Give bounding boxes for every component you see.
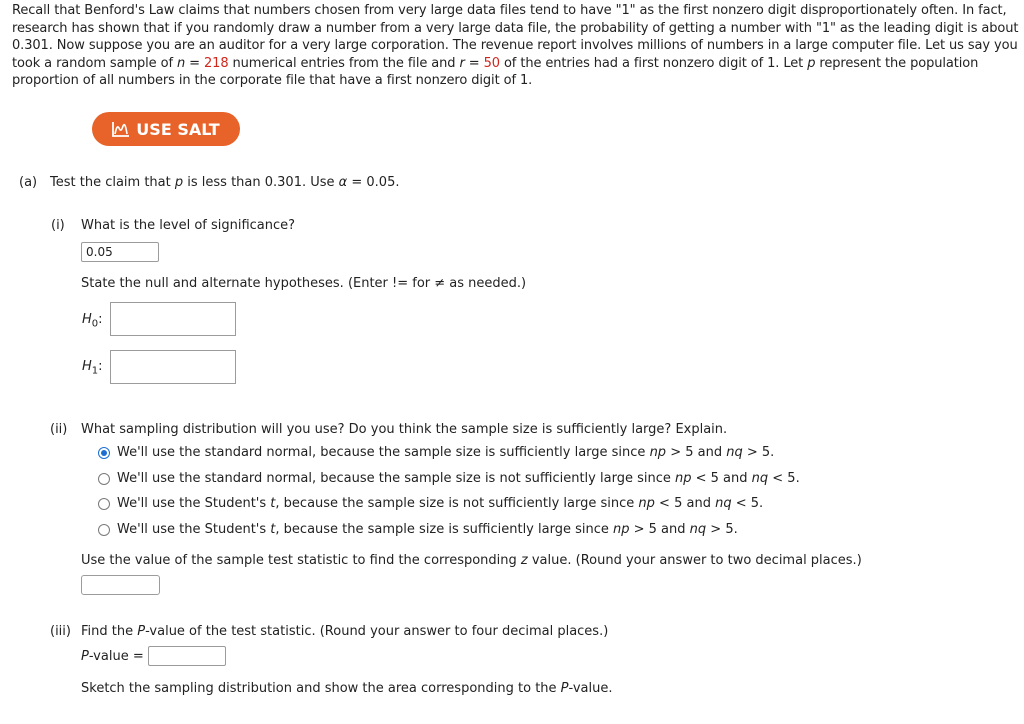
pvalue-question-a: Find the (81, 624, 138, 639)
option-3-label (117, 496, 763, 511)
option-1-text-b: > 5 and (666, 445, 727, 460)
option-4[interactable] (98, 522, 738, 537)
part-iii-label: (iii) (50, 624, 71, 639)
sketch-text-a: Sketch the sampling distribution and show the area corresponding to the (81, 681, 561, 696)
option-4-text-b: > 5 and (629, 522, 690, 537)
option-3-text-c: < 5. (731, 496, 764, 511)
problem-statement: Recall that Benford's Law claims that numbers chosen from very large data files tend to have "1" as the first nonzero digit disproportionately often. In fact, research has shown that if you randomly draw a number from a very large data file, the probability of getting a number with "1" as the leading digit is about 0.301. Now suppose you are an auditor for a very large corporation. The revenue report involves millions of numbers in a large computer file. Let us say you took a random sample of n = 218 numerical entries from the file and r = 50 of the entries had a first nonzero digit of 1. Let p represent the population proportion of all numbers in the corporate file that have a first nonzero digit of 1. (12, 3, 1019, 89)
option-4-text-c: > 5. (706, 522, 738, 537)
option-4-t: t (270, 522, 276, 537)
pvalue-label-text: -value = (88, 649, 144, 664)
option-2-nq: nq (751, 471, 769, 486)
part-i-label: (i) (51, 218, 65, 233)
pvalue-input[interactable] (148, 646, 226, 666)
significance-input[interactable]: 0.05 (81, 242, 159, 262)
n-symbol: n (176, 55, 186, 71)
significance-question: What is the level of significance? (81, 218, 296, 233)
option-1-label (117, 445, 774, 460)
radio-option-2[interactable] (98, 473, 110, 485)
pvalue-label (81, 649, 144, 664)
part-ii-label: (ii) (50, 422, 68, 437)
z-instruction-b: value. (Round your answer to two decimal places.) (527, 553, 862, 568)
option-4-label (117, 522, 738, 537)
h1-input[interactable] (110, 350, 236, 384)
option-2-text-b: < 5 and (691, 471, 752, 486)
option-3-text-a: We'll use the Student's (117, 496, 271, 511)
sampling-question: What sampling distribution will you use? Do you think the sample size is sufficiently large? Explain. (81, 422, 728, 437)
z-instruction (81, 553, 862, 568)
option-4-np: np (613, 522, 630, 537)
h1-letter: H (82, 359, 92, 374)
h0-letter: H (82, 312, 92, 327)
r-symbol: r (459, 55, 465, 71)
z-symbol: z (520, 553, 528, 568)
z-instruction-a: Use the value of the sample test statistic to find the corresponding (81, 553, 521, 568)
option-4-text-a: We'll use the Student's (117, 522, 271, 537)
intro-text-c: of the entries had a first nonzero digit of 1. Let (499, 55, 808, 71)
option-1-text-a: We'll use the standard normal, because the sample size is sufficiently large since (117, 445, 650, 460)
option-1[interactable] (98, 445, 774, 460)
P-symbol: P (137, 624, 146, 639)
pvalue-P: P (81, 649, 89, 664)
radio-option-1[interactable] (98, 447, 110, 459)
intro-text-d: represent the population proportion of all numbers in the corporate file that have a first nonzero digit of 1. (12, 55, 979, 89)
h1-colon: : (98, 359, 103, 374)
option-3[interactable] (98, 496, 763, 511)
option-2-np: np (674, 471, 692, 486)
sketch-P: P (560, 681, 569, 696)
part-a-text-b: is less than 0.301. Use (183, 175, 339, 190)
option-4-nq: nq (689, 522, 707, 537)
option-1-np: np (649, 445, 667, 460)
option-1-nq: nq (726, 445, 743, 460)
hypotheses-instruction: State the null and alternate hypotheses. (Enter != for ≠ as needed.) (81, 276, 527, 291)
h1-label (82, 359, 103, 377)
r-value: 50 (483, 55, 500, 71)
use-salt-label: USE SALT (136, 119, 220, 139)
h0-input[interactable] (110, 302, 236, 336)
pvalue-question (81, 624, 608, 639)
option-3-t: t (270, 496, 276, 511)
p-symbol-a: p (174, 175, 184, 190)
option-3-nq: nq (715, 496, 732, 511)
part-a-label: (a) (19, 175, 38, 190)
h0-subscript: 0 (91, 318, 99, 330)
salt-chart-icon (112, 121, 130, 137)
sketch-instruction (81, 681, 612, 696)
h1-subscript: 1 (91, 365, 99, 377)
p-symbol: p (807, 55, 816, 71)
option-3-np: np (638, 496, 655, 511)
intro-text-b: numerical entries from the file and (228, 55, 460, 71)
part-a-question (50, 175, 399, 190)
z-value-input[interactable] (81, 575, 160, 595)
option-2-text-c: < 5. (768, 471, 800, 486)
part-a-text-a: Test the claim that (50, 175, 175, 190)
use-salt-button[interactable] (92, 112, 240, 146)
option-2-label (117, 471, 800, 486)
alpha-symbol: α (338, 175, 348, 190)
radio-option-3[interactable] (98, 498, 110, 510)
n-value: 218 (203, 55, 229, 71)
option-3-text-a2: , because the sample size is not sufficiently large since (275, 496, 639, 511)
pvalue-question-b: -value of the test statistic. (Round your answer to four decimal places.) (145, 624, 609, 639)
option-2-text-a: We'll use the standard normal, because the sample size is not sufficiently large since (117, 471, 675, 486)
option-2[interactable] (98, 471, 800, 486)
part-a-text-c: = 0.05. (347, 175, 400, 190)
sketch-text-b: -value. (568, 681, 613, 696)
h0-colon: : (98, 312, 103, 327)
intro-text-a: Recall that Benford's Law claims that numbers chosen from very large data files tend to have "1" as the first nonzero digit disproportionately often. In fact, research has shown that if you randomly draw a number from a very large data file, the probability of getting a number with "1" as the leading digit is about 0.301. Now suppose you are an auditor for a very large corporation. The revenue report involves millions of numbers in a large computer file. Let us say you took a random sample of (12, 3, 1019, 71)
h0-label (82, 312, 103, 330)
radio-option-4[interactable] (98, 524, 110, 536)
option-4-text-a2: , because the sample size is sufficiently large since (275, 522, 613, 537)
option-3-text-b: < 5 and (654, 496, 716, 511)
option-1-text-c: > 5. (742, 445, 775, 460)
